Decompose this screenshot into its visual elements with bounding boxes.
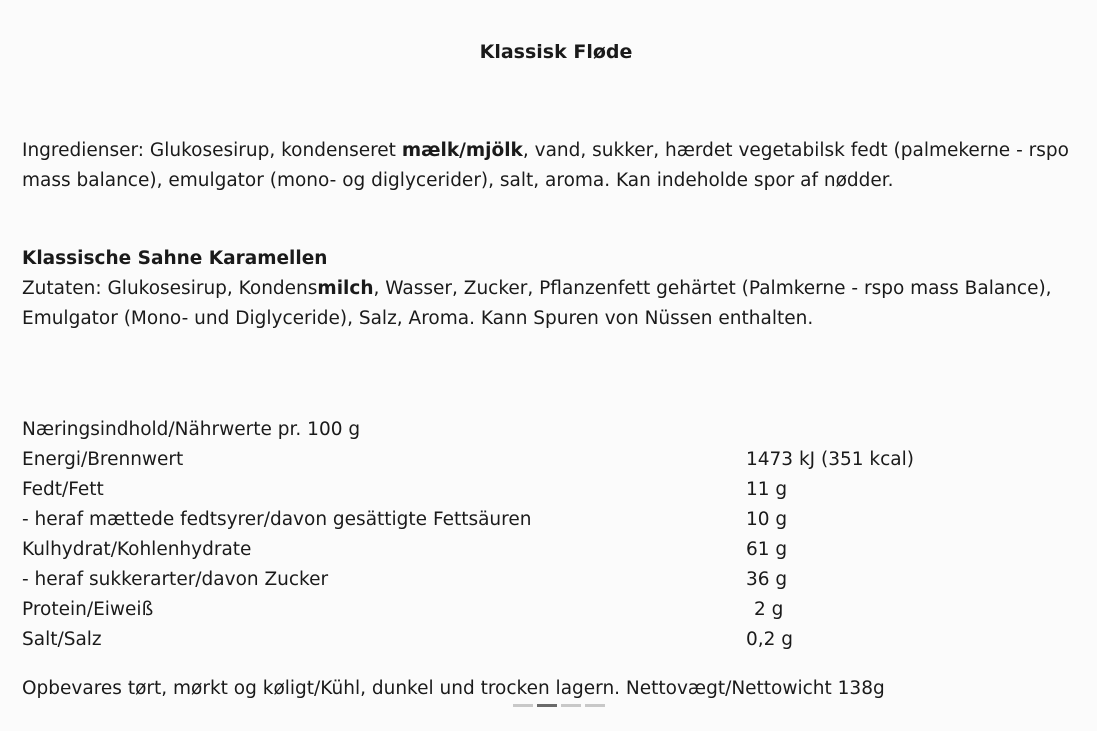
danish-ingredients-pre: Ingredienser: Glukosesirup, kondenseret [22, 140, 402, 161]
nutrition-label: Salt/Salz [22, 629, 102, 650]
nutrition-value: 11 g [746, 479, 788, 500]
carousel-indicator [513, 704, 605, 707]
german-ingredients-post: , Wasser, Zucker, Pflanzenfett gehärtet (Palmkerne - rspo mass Balance), Emulgator (Mono- und Diglyceride), Salz, Aroma. Kann Spuren von Nüssen enthalten. [22, 278, 1052, 329]
german-allergen: milch [317, 278, 374, 299]
danish-ingredients [22, 136, 1092, 196]
german-title: Klassische Sahne Karamellen [22, 248, 328, 269]
nutrition-label: Fedt/Fett [22, 479, 104, 500]
nutrition-label: Kulhydrat/Kohlenhydrate [22, 539, 252, 560]
storage-note: Opbevares tørt, mørkt og køligt/Kühl, dunkel und trocken lagern. Nettovægt/Nettowicht 138g [22, 678, 885, 699]
nutrition-row [22, 565, 1072, 595]
nutrition-label: - heraf mættede fedtsyrer/davon gesättigte Fettsäuren [22, 509, 532, 530]
carousel-dot[interactable] [561, 704, 581, 707]
carousel-dot-active[interactable] [537, 704, 557, 707]
nutrition-row [22, 625, 1072, 655]
nutrition-label: - heraf sukkerarter/davon Zucker [22, 569, 329, 590]
danish-allergen: mælk/mjölk [401, 140, 523, 161]
nutrition-row [22, 535, 1072, 565]
nutrition-row [22, 445, 1072, 475]
nutrition-value: 61 g [746, 539, 788, 560]
page-title: Klassisk Fløde [479, 41, 633, 63]
nutrition-value: 36 g [746, 569, 788, 590]
nutrition-row [22, 595, 1072, 625]
carousel-dot[interactable] [585, 704, 605, 707]
nutrition-value: 0,2 g [746, 629, 794, 650]
nutrition-row [22, 505, 1072, 535]
nutrition-label: Protein/Eiweiß [22, 599, 154, 620]
nutrition-label: Energi/Brennwert [22, 449, 184, 470]
nutrition-value: 2 g [754, 599, 784, 620]
german-ingredients-pre: Zutaten: Glukosesirup, Kondens [22, 278, 318, 299]
carousel-dot[interactable] [513, 704, 533, 707]
nutrition-table [22, 415, 1072, 655]
nutrition-value: 10 g [746, 509, 788, 530]
nutrition-header: Næringsindhold/Nährwerte pr. 100 g [22, 419, 361, 440]
danish-ingredients-post: , vand, sukker, hærdet vegetabilsk fedt (palmekerne - rspo mass balance), emulgator (mono- og diglycerider), salt, aroma. Kan indeholde spor af nødder. [22, 140, 1069, 191]
nutrition-value: 1473 kJ (351 kcal) [746, 449, 914, 470]
nutrition-row [22, 475, 1072, 505]
german-ingredients [22, 274, 1092, 334]
